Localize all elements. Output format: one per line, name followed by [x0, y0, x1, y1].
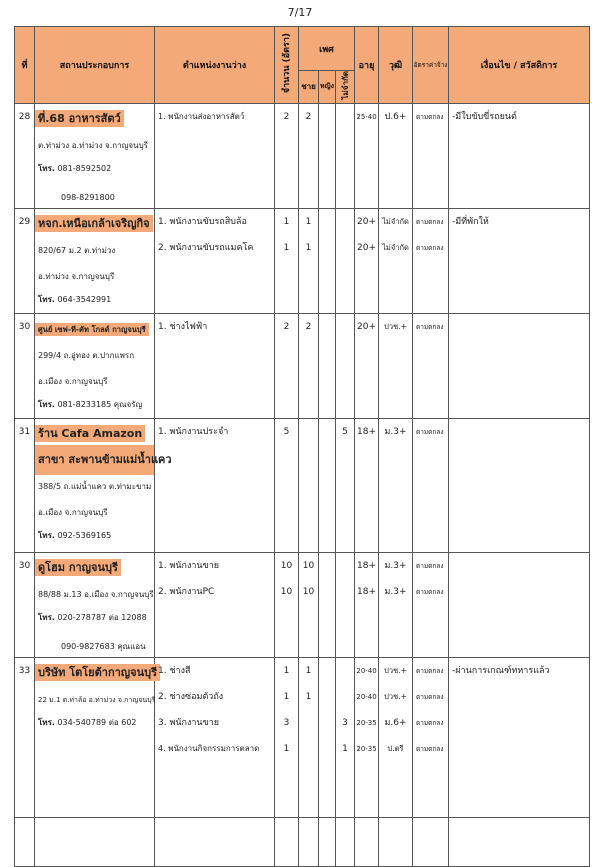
job-position: 4. พนักงานกิจกรรมการตลาด — [158, 743, 260, 753]
job-count-cell — [275, 313, 299, 418]
empty-cell — [379, 817, 413, 866]
phone-label: โทร. — [38, 294, 55, 304]
company-line — [35, 156, 154, 182]
empty-cell — [275, 817, 299, 866]
phone-number: 092-5369165 — [54, 530, 112, 540]
job-position: 1. พนักงานส่งอาหารสัตว์ — [158, 111, 245, 121]
job-any-cell — [336, 103, 355, 208]
job-male: 2 — [305, 111, 312, 122]
job-age: 20-35 — [356, 718, 377, 727]
phone-label: โทร. — [38, 163, 55, 173]
job-wage-cell — [413, 552, 449, 657]
job-wage-cell — [413, 103, 449, 208]
job-female-cell — [319, 552, 336, 657]
company-cell — [35, 657, 158, 817]
header-position: ตำแหน่งงานว่าง — [155, 27, 275, 104]
job-wage: ตามตกลง — [416, 427, 444, 436]
company-line — [35, 523, 154, 549]
job-male: 1 — [305, 242, 312, 253]
job-vacancy-table — [14, 26, 590, 867]
company-line — [35, 235, 154, 261]
job-condition — [449, 684, 589, 710]
table-body — [15, 103, 590, 866]
job-education-cell — [379, 657, 413, 817]
job-age: 20-35 — [356, 744, 377, 753]
job-position: 1. พนักงานขับรถสิบล้อ — [158, 216, 247, 227]
job-position-cell — [155, 418, 275, 552]
job-any-cell — [336, 313, 355, 418]
job-any — [336, 209, 354, 235]
job-education: ปวช.+ — [384, 691, 407, 701]
job-female — [319, 419, 335, 445]
job-male: 10 — [302, 560, 315, 571]
job-count-cell — [275, 552, 299, 657]
page-number: 7/17 — [287, 6, 313, 19]
empty-cell — [35, 817, 155, 866]
phone-label: โทร. — [38, 530, 55, 540]
job-age: 20+ — [357, 321, 377, 332]
empty-cell — [336, 817, 355, 866]
job-education: ไม่จำกัด — [382, 216, 409, 226]
row-number: 30 — [18, 560, 31, 571]
table-row — [15, 552, 590, 657]
empty-cell — [299, 817, 319, 866]
company-name: ร้าน Cafa Amazon — [35, 425, 145, 442]
job-count: 3 — [283, 717, 290, 728]
job-wage: ตามตกลง — [416, 718, 444, 727]
company-line — [35, 130, 154, 156]
job-position-cell — [155, 552, 275, 657]
company-address: 090-9827683 คุณแอน — [61, 641, 146, 651]
job-count-cell — [275, 657, 299, 817]
company-line — [35, 445, 172, 471]
job-count-cell — [275, 418, 299, 552]
job-any — [336, 104, 354, 130]
company-address: 299/4 ถ.อู่ทอง ต.ปากแพรก — [38, 350, 135, 360]
job-age-cell — [355, 313, 379, 418]
company-cell — [35, 208, 155, 313]
job-wage: ตามตกลง — [416, 587, 444, 596]
job-condition-cell — [449, 657, 590, 817]
job-education: ม.3+ — [384, 560, 407, 571]
job-education: ป.ตรี — [387, 743, 404, 753]
job-any — [336, 658, 354, 684]
job-male-cell — [299, 552, 319, 657]
header-company: สถานประกอบการ — [35, 27, 155, 104]
header-education: วุฒิ — [379, 27, 413, 104]
job-any — [336, 684, 354, 710]
job-male-cell — [299, 208, 319, 313]
company-name: หจก.เหนือเกล้าเจริญกิจ — [35, 215, 153, 232]
job-age-cell — [355, 657, 379, 817]
job-any-cell — [336, 208, 355, 313]
job-age-cell — [355, 208, 379, 313]
job-condition — [449, 314, 589, 340]
header-gender: เพศ — [299, 27, 355, 71]
job-condition — [449, 419, 589, 445]
row-number-cell — [15, 418, 35, 552]
empty-cell — [413, 817, 449, 866]
job-wage: ตามตกลง — [416, 217, 444, 226]
job-female — [319, 553, 335, 579]
job-female — [319, 235, 335, 261]
job-count: 10 — [280, 586, 293, 597]
job-any — [336, 579, 354, 605]
job-count: 1 — [283, 242, 290, 253]
job-wage-cell — [413, 418, 449, 552]
job-position-cell — [155, 313, 275, 418]
company-address: อ.เมือง จ.กาญจนบุรี — [38, 376, 108, 386]
company-line — [35, 261, 154, 287]
job-any — [336, 235, 354, 261]
job-any: 5 — [342, 426, 348, 437]
job-position: 1. พนักงานขาย — [158, 560, 220, 571]
job-condition: -มีที่พักให้ — [452, 216, 489, 227]
job-education-cell — [379, 208, 413, 313]
job-wage: ตามตกลง — [416, 666, 444, 675]
job-age: 18+ — [357, 426, 377, 437]
job-count: 1 — [283, 216, 290, 227]
job-wage-cell — [413, 313, 449, 418]
job-education-cell — [379, 103, 413, 208]
job-wage-cell — [413, 208, 449, 313]
job-male-cell — [299, 657, 319, 817]
company-line — [35, 287, 154, 313]
job-male — [299, 710, 318, 736]
job-education-cell — [379, 418, 413, 552]
job-female — [319, 104, 335, 130]
phone-label: โทร. — [38, 399, 55, 409]
job-male: 2 — [305, 321, 312, 332]
header-age: อายุ — [355, 27, 379, 104]
phone-number: 020-278787 ต่อ 12088 — [54, 612, 147, 622]
job-male: 1 — [305, 216, 312, 227]
job-count: 2 — [283, 321, 290, 332]
job-female — [319, 736, 335, 762]
row-number-cell — [15, 552, 35, 657]
job-count: 2 — [283, 111, 290, 122]
table-row — [15, 418, 590, 552]
company-line — [35, 209, 154, 235]
job-condition — [449, 235, 589, 261]
company-address: อ.เมือง จ.กาญจนบุรี — [38, 507, 108, 517]
row-number-cell — [15, 208, 35, 313]
job-age: 25-40 — [356, 112, 377, 121]
job-count: 1 — [283, 691, 290, 702]
job-condition-cell — [449, 103, 590, 208]
job-position: 2. พนักงานขับรถแมคโค — [158, 242, 254, 253]
company-address: 098-8291800 — [61, 192, 115, 202]
company-line — [35, 497, 154, 523]
job-education: ป.6+ — [384, 111, 407, 122]
job-education: ม.6+ — [384, 717, 407, 728]
job-male: 1 — [305, 691, 312, 702]
job-wage: ตามตกลง — [416, 744, 444, 753]
table-row — [15, 657, 590, 817]
job-male-cell — [299, 103, 319, 208]
job-female — [319, 579, 335, 605]
job-education: ปวช.+ — [384, 665, 407, 675]
job-female-cell — [319, 103, 336, 208]
job-male-cell — [299, 313, 319, 418]
phone-number: 064-3542991 — [54, 294, 112, 304]
company-address: 88/88 ม.13 อ.เมือง จ.กาญจนบุรี — [38, 589, 154, 599]
job-male: 10 — [302, 586, 315, 597]
company-cell — [35, 418, 172, 552]
company-line — [35, 553, 154, 579]
empty-row — [15, 817, 590, 866]
job-female-cell — [319, 657, 336, 817]
table-row — [15, 313, 590, 418]
row-number-cell — [15, 103, 35, 208]
header-any-label: ไม่จำกัด — [340, 71, 350, 100]
company-address: 22 ม.1 ต.ท่าล้อ อ.ท่าม่วง จ.กาญจนบุรี — [38, 695, 156, 704]
company-cell — [35, 103, 155, 208]
job-count-cell — [275, 208, 299, 313]
job-wage: ตามตกลง — [416, 692, 444, 701]
company-line — [35, 631, 154, 657]
job-female-cell — [319, 418, 336, 552]
company-line — [35, 419, 154, 445]
company-name: บริษัท โตโยต้ากาญจนบุรี — [35, 664, 160, 681]
company-cell — [35, 552, 155, 657]
company-line — [35, 471, 154, 497]
job-education: ไม่จำกัด — [382, 242, 409, 252]
company-line — [35, 340, 154, 366]
company-line — [35, 104, 154, 130]
job-condition-cell — [449, 418, 590, 552]
company-name: ที่.68 อาหารสัตว์ — [35, 110, 124, 127]
empty-cell — [355, 817, 379, 866]
job-female-cell — [319, 313, 336, 418]
job-any-cell — [336, 418, 355, 552]
company-line — [35, 182, 154, 208]
job-position: 1. พนักงานประจำ — [158, 426, 229, 437]
job-wage: ตามตกลง — [416, 112, 444, 121]
job-condition — [449, 710, 589, 736]
job-male — [299, 419, 318, 445]
job-age-cell — [355, 418, 379, 552]
header-male: ชาย — [299, 71, 319, 104]
job-position: 2. พนักงานPC — [158, 586, 215, 597]
job-count: 5 — [283, 426, 290, 437]
job-education-cell — [379, 552, 413, 657]
phone-label: โทร. — [38, 612, 55, 622]
phone-number: 034-540789 ต่อ 602 — [54, 717, 137, 727]
job-female — [319, 314, 335, 340]
header-conditions: เงื่อนไข / สวัสดิการ — [449, 27, 590, 104]
empty-cell — [155, 817, 275, 866]
job-age: 18+ — [357, 586, 377, 597]
job-any-cell — [336, 552, 355, 657]
job-female — [319, 710, 335, 736]
job-count: 1 — [283, 665, 290, 676]
job-any-cell — [336, 657, 355, 817]
job-male — [299, 736, 318, 762]
company-address: 388/5 ถ.แม่น้ำแคว ต.ท่ามะขาม — [38, 481, 152, 491]
job-condition-cell — [449, 552, 590, 657]
job-any: 3 — [342, 717, 348, 728]
header-female: หญิง — [319, 71, 336, 104]
job-age: 20+ — [357, 216, 377, 227]
job-education: ม.3+ — [384, 586, 407, 597]
row-number: 31 — [18, 426, 31, 437]
job-count: 10 — [280, 560, 293, 571]
company-line — [35, 710, 154, 736]
header-any — [336, 71, 355, 104]
job-age: 20+ — [357, 242, 377, 253]
job-wage: ตามตกลง — [416, 561, 444, 570]
job-female-cell — [319, 208, 336, 313]
job-position: 2. ช่างซ่อมตัวถัง — [158, 691, 224, 702]
empty-cell — [449, 817, 590, 866]
job-any — [336, 553, 354, 579]
job-education: ม.3+ — [384, 426, 407, 437]
company-line — [35, 605, 154, 631]
job-male-cell — [299, 418, 319, 552]
row-number-cell — [15, 313, 35, 418]
company-cell — [35, 313, 155, 418]
job-position-cell — [155, 657, 275, 817]
row-number: 30 — [18, 321, 31, 332]
job-wage: ตามตกลง — [416, 243, 444, 252]
job-female — [319, 658, 335, 684]
row-number: 28 — [18, 111, 31, 122]
job-position: 3. พนักงานขาย — [158, 717, 220, 728]
job-condition — [449, 553, 589, 579]
job-education-cell — [379, 313, 413, 418]
company-line — [35, 684, 154, 710]
job-wage: ตามตกลง — [416, 322, 444, 331]
company-name: ศูนย์ เซฟ-ที-คัท โกลด์ กาญจนบุรี — [35, 323, 149, 336]
job-position-cell — [155, 208, 275, 313]
phone-label: โทร. — [38, 717, 55, 727]
table-row — [15, 103, 590, 208]
phone-number: 081-8592502 — [54, 163, 112, 173]
company-address: ต.ท่าม่วง อ.ท่าม่วง จ.กาญจนบุรี — [38, 140, 148, 150]
company-address: 820/67 ม.2 ต.ท่าม่วง — [38, 245, 116, 255]
job-wage-cell — [413, 657, 449, 817]
job-position-cell — [155, 103, 275, 208]
company-line — [35, 314, 154, 340]
job-any: 1 — [342, 743, 348, 754]
job-age: 20-40 — [356, 692, 377, 701]
company-name: สาขา สะพานข้ามแม่น้ำแคว — [35, 445, 154, 475]
table-row — [15, 208, 590, 313]
job-condition — [449, 579, 589, 605]
job-female — [319, 684, 335, 710]
row-number-cell — [15, 657, 35, 817]
phone-number: 081-8233185 คุณจรัญ — [54, 399, 143, 409]
row-number: 29 — [18, 216, 31, 227]
job-age-cell — [355, 552, 379, 657]
job-count: 1 — [283, 743, 290, 754]
company-line — [35, 579, 154, 605]
company-name: ดูโฮม กาญจนบุรี — [35, 559, 121, 576]
job-any — [336, 314, 354, 340]
header-no: ที่ — [15, 27, 35, 104]
empty-cell — [15, 817, 35, 866]
job-education: ปวช.+ — [384, 321, 407, 331]
job-condition: -ผ่านการเกณฑ์ทหารแล้ว — [452, 665, 550, 676]
job-age: 20-40 — [356, 666, 377, 675]
empty-cell — [319, 817, 336, 866]
company-line — [35, 366, 154, 392]
job-condition-cell — [449, 313, 590, 418]
job-position: 1. ช่างไฟฟ้า — [158, 321, 208, 332]
job-count-cell — [275, 103, 299, 208]
company-line — [35, 658, 158, 684]
header-wage: อัตราค่าจ้าง — [413, 27, 449, 104]
company-line — [35, 392, 154, 418]
company-address: อ.ท่าม่วง จ.กาญจนบุรี — [38, 271, 115, 281]
job-age: 18+ — [357, 560, 377, 571]
job-male: 1 — [305, 665, 312, 676]
job-female — [319, 209, 335, 235]
job-age-cell — [355, 103, 379, 208]
job-condition-cell — [449, 208, 590, 313]
job-position: 1. ช่างสี — [158, 665, 191, 676]
row-number: 33 — [18, 665, 31, 676]
job-condition: -มีใบขับขี่รถยนต์ — [452, 111, 517, 122]
header-count — [275, 27, 299, 104]
header-count-label: จำนวน (อัตรา) — [281, 33, 292, 94]
job-condition — [449, 736, 589, 762]
